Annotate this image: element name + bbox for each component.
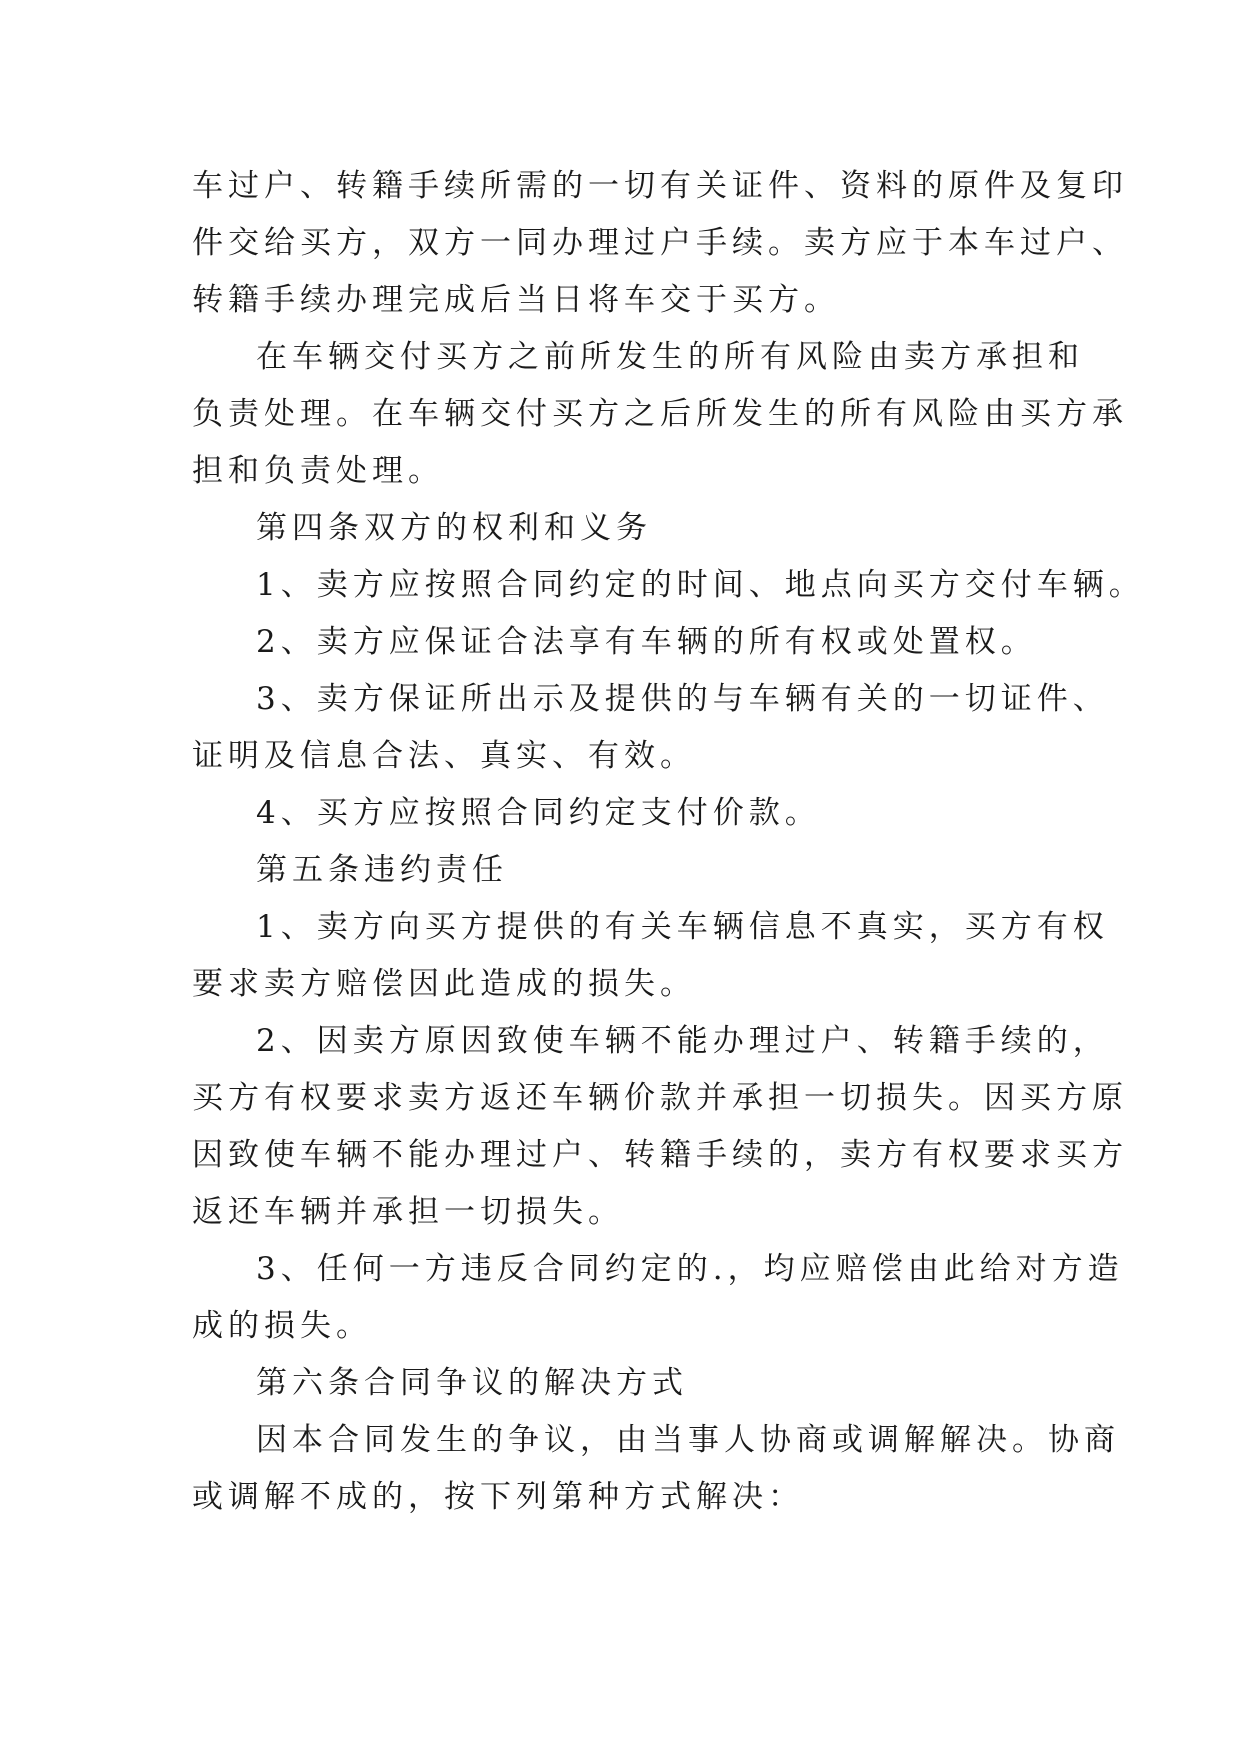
paragraph-line: 因本合同发生的争议，由当事人协商或调解解决。协商 [256, 1422, 1120, 1458]
section-heading: 第四条双方的权利和义务 [256, 510, 652, 546]
paragraph-line: 车过户、转籍手续所需的一切有关证件、资料的原件及复印 [192, 168, 1128, 204]
section-heading: 第六条合同争议的解决方式 [256, 1365, 688, 1401]
paragraph-line: 或调解不成的，按下列第种方式解决： [192, 1479, 804, 1515]
paragraph-line: 成的损失。 [192, 1308, 372, 1344]
list-item: 4、买方应按照合同约定支付价款。 [256, 795, 821, 831]
list-item: 2、卖方应保证合法享有车辆的所有权或处置权。 [256, 624, 1037, 660]
paragraph-line: 负责处理。在车辆交付买方之后所发生的所有风险由买方承 [192, 396, 1128, 432]
section-heading: 第五条违约责任 [256, 852, 508, 888]
paragraph-line: 转籍手续办理完成后当日将车交于买方。 [192, 282, 840, 318]
paragraph-line: 担和负责处理。 [192, 453, 444, 489]
list-item: 3、卖方保证所出示及提供的与车辆有关的一切证件、 [256, 681, 1109, 717]
list-item: 3、任何一方违反合同约定的.，均应赔偿由此给对方造 [256, 1251, 1124, 1287]
paragraph-line: 要求卖方赔偿因此造成的损失。 [192, 966, 696, 1002]
paragraph-line: 因致使车辆不能办理过户、转籍手续的，卖方有权要求买方 [192, 1137, 1128, 1173]
paragraph-line: 在车辆交付买方之前所发生的所有风险由卖方承担和 [256, 339, 1084, 375]
list-item: 1、卖方向买方提供的有关车辆信息不真实，买方有权 [256, 909, 1109, 945]
paragraph-line: 买方有权要求卖方返还车辆价款并承担一切损失。因买方原 [192, 1080, 1128, 1116]
list-item: 2、因卖方原因致使车辆不能办理过户、转籍手续的， [256, 1023, 1109, 1059]
list-item: 1、卖方应按照合同约定的时间、地点向买方交付车辆。 [256, 567, 1145, 603]
paragraph-line: 证明及信息合法、真实、有效。 [192, 738, 696, 774]
paragraph-line: 返还车辆并承担一切损失。 [192, 1194, 624, 1230]
paragraph-line: 件交给买方，双方一同办理过户手续。卖方应于本车过户、 [192, 225, 1128, 261]
